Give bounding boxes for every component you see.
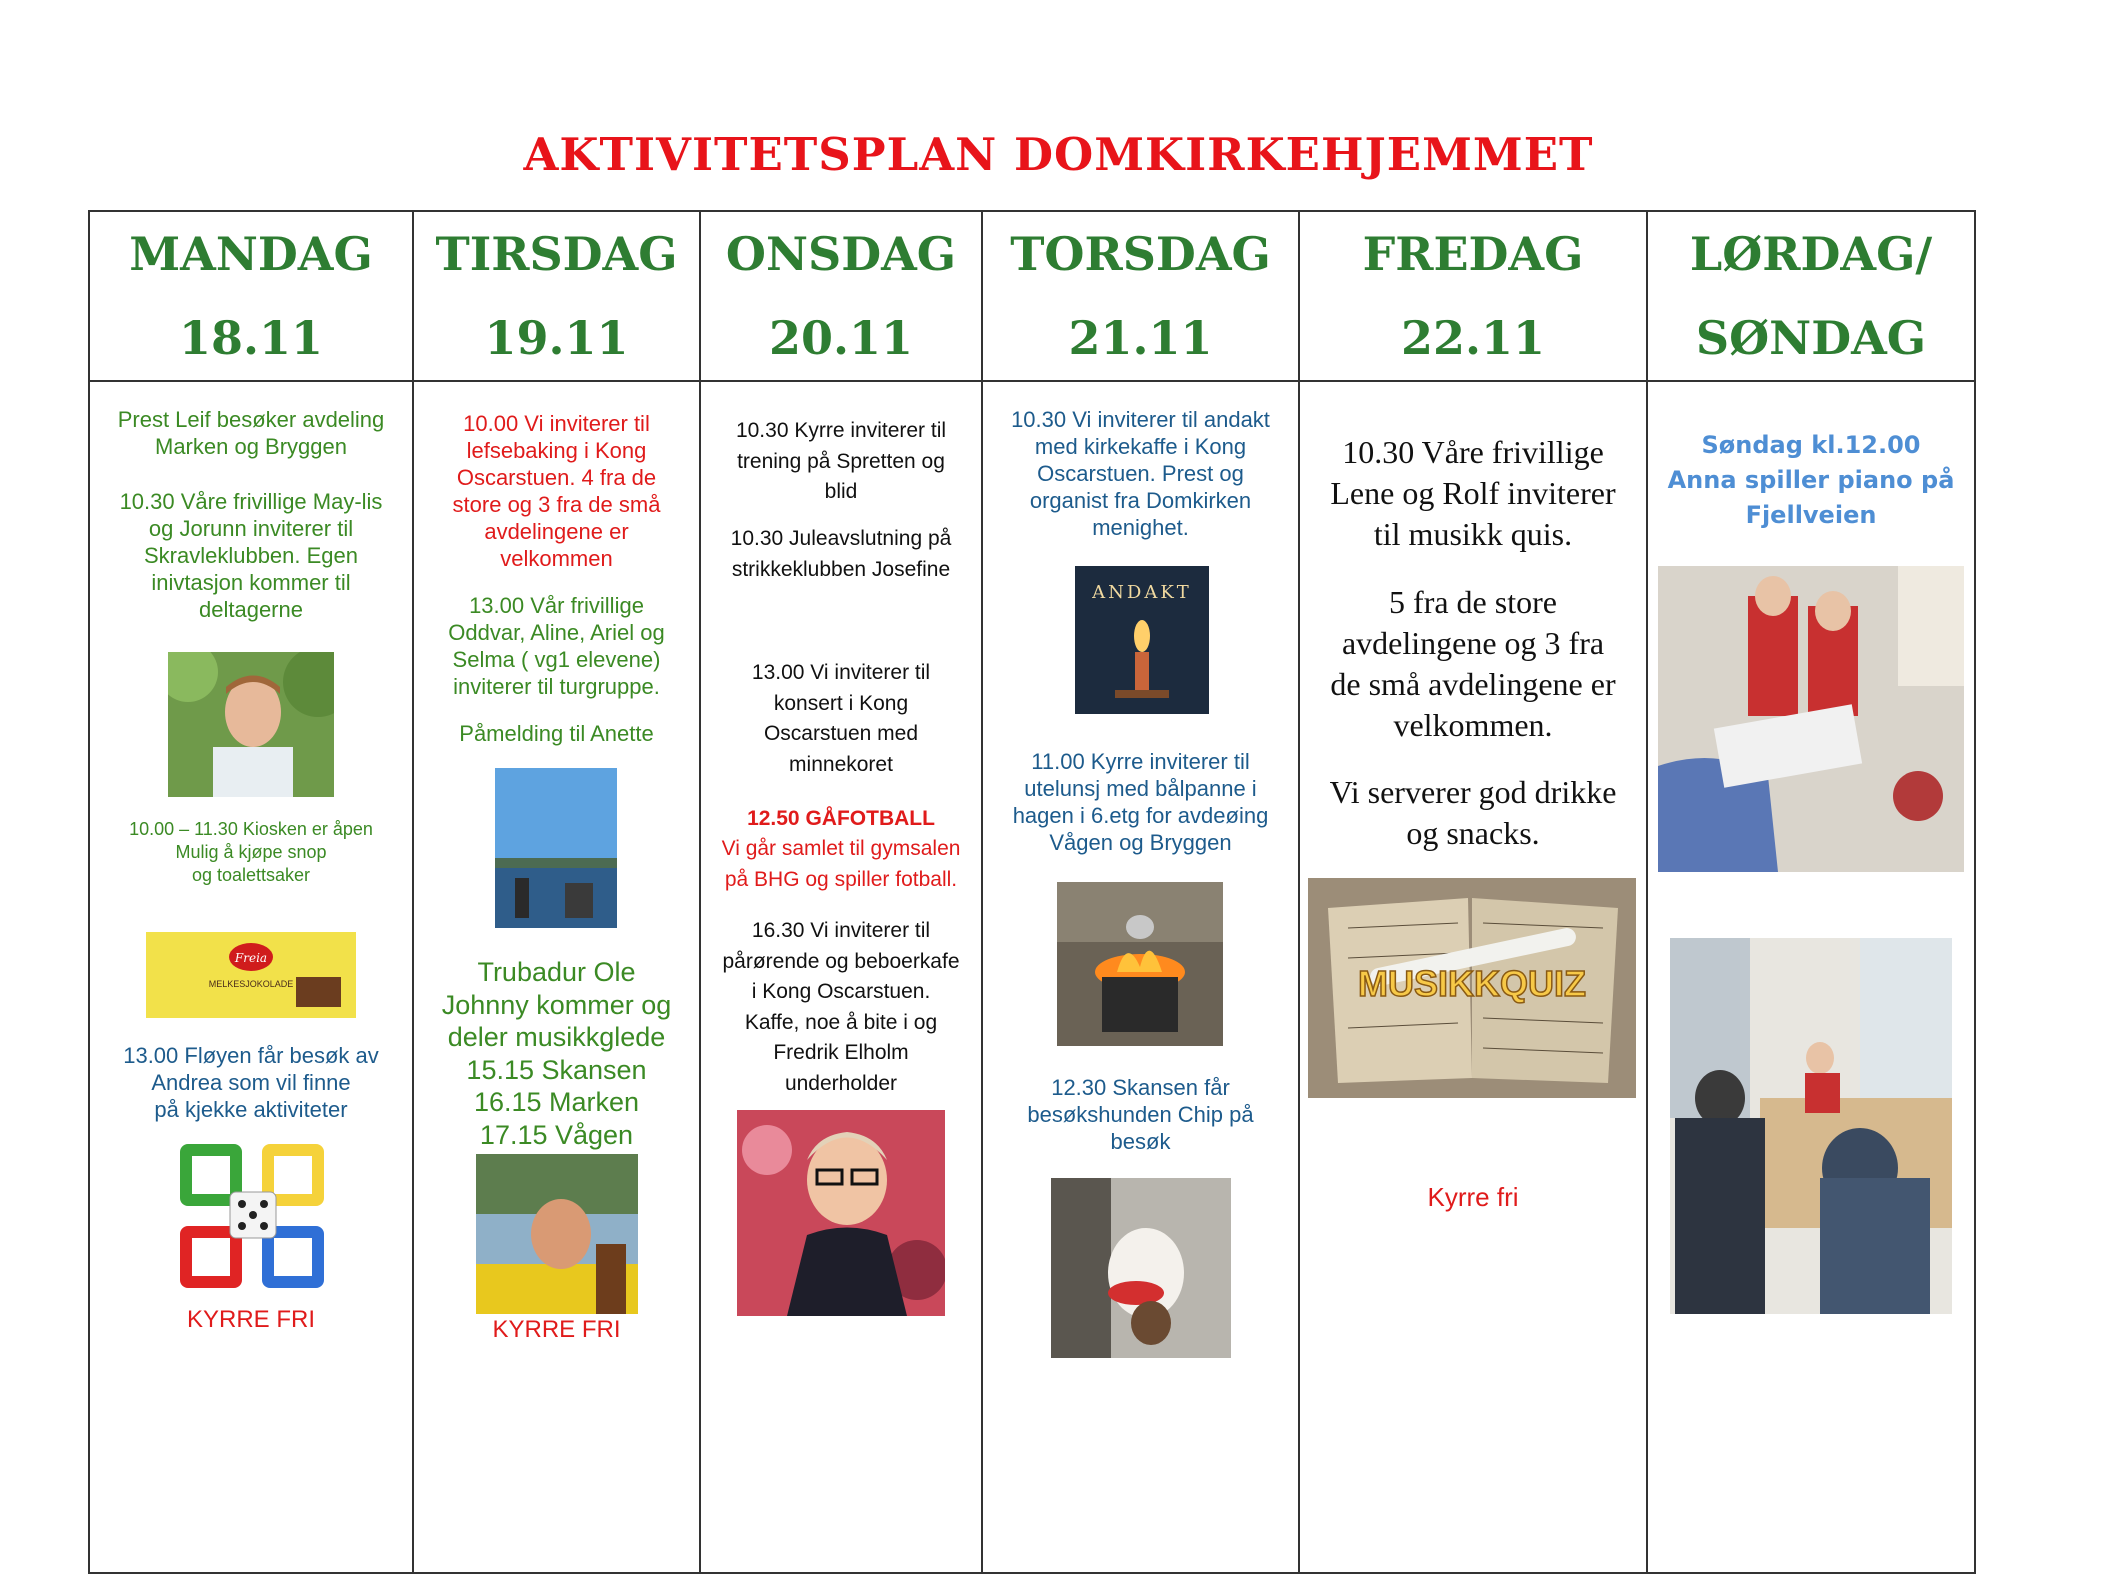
day-date: 20.11 <box>768 311 914 365</box>
tuesday-troubadour: Trubadur Ole Johnny kommer og deler musikkglede 15.15 Skansen 16.15 Marken 17.15 Vågen <box>441 957 672 1150</box>
wednesday-training: 10.30 Kyrre inviterer til trening på Spretten og blid <box>735 419 947 503</box>
day-header-monday <box>89 211 413 381</box>
chocolate-brand: Freia <box>234 951 268 965</box>
thursday-outdoor-lunch: 11.00 Kyrre inviterer til utelunsj med bålpanne i hagen i 6.etg for avdeøing Vågen og Bryggen <box>1012 749 1269 855</box>
wednesday-cell <box>700 381 982 1573</box>
music-quiz-label: MUSIKKQUIZ <box>1358 963 1586 1004</box>
activities-row <box>89 381 1975 1573</box>
friday-music-quiz: 10.30 Våre frivillige Lene og Rolf inviterer til musikk quis. <box>1330 434 1616 552</box>
tuesday-cell <box>413 381 700 1573</box>
day-date: 22.11 <box>1400 311 1546 365</box>
board-game-photo <box>1670 938 1952 1314</box>
tuesday-walking-group: 13.00 Vår frivillige Oddvar, Aline, Ariel og Selma ( vg1 elevene) inviterer til turgruppe. <box>448 593 665 699</box>
monday-cell <box>89 381 413 1573</box>
monday-kyrre-fri: KYRRE FRI <box>186 1306 315 1333</box>
day-header-thursday <box>982 211 1299 381</box>
day-header-tuesday <box>413 211 700 381</box>
andakt-label: ANDAKT <box>1092 582 1192 603</box>
thursday-visiting-dog: 12.30 Skansen får besøkshunden Chip på besøk <box>1027 1075 1254 1154</box>
ludo-board-image <box>180 1144 324 1288</box>
wednesday-walking-football: Vi går samlet til gymsalen på BHG og spiller fotball. <box>721 837 961 891</box>
monday-chat-club: 10.30 Våre frivillige May-lis og Jorunn inviterer til Skravleklubben. Egen inivtasjon kommer til deltagerne <box>119 489 383 622</box>
page-title: AKTIVITETSPLAN DOMKIRKEHJEMMET <box>523 128 1594 181</box>
thursday-cell <box>982 381 1299 1573</box>
day-name: ONSDAG <box>725 227 957 281</box>
friday-attendance: 5 fra de store avdelingene og 3 fra de små avdelingene er velkommen. <box>1330 584 1616 743</box>
entertainer-photo <box>737 1110 945 1316</box>
header-row <box>89 211 1975 381</box>
wednesday-walking-football-title: 12.50 GÅFOTBALL <box>747 807 935 830</box>
day-date: SØNDAG <box>1695 311 1927 365</box>
day-name: MANDAG <box>129 227 373 281</box>
activity-table <box>88 210 1976 1574</box>
residents-photo <box>1658 566 1964 872</box>
wednesday-knitting-club: 10.30 Juleavslutning på strikkeklubben Josefine <box>730 527 952 581</box>
day-header-weekend <box>1647 211 1975 381</box>
day-name: TORSDAG <box>1010 227 1271 281</box>
priest-photo <box>168 652 334 797</box>
walk-lake-photo <box>495 768 617 928</box>
visiting-dog-photo <box>1051 1178 1231 1358</box>
chocolate-label: MELKESJOKOLADE <box>208 979 294 989</box>
day-name: TIRSDAG <box>435 227 678 281</box>
chocolate-image <box>146 932 356 1018</box>
music-quiz-image <box>1308 878 1636 1098</box>
friday-kyrre-fri: Kyrre fri <box>1427 1182 1519 1212</box>
day-date: 19.11 <box>484 311 629 365</box>
day-date: 18.11 <box>178 311 324 365</box>
andakt-image <box>1075 566 1209 714</box>
monday-floyen: 13.00 Fløyen får besøk av Andrea som vil finne på kjekke aktiviteter <box>123 1043 379 1122</box>
weekend-cell <box>1647 381 1975 1573</box>
day-name: LØRDAG/ <box>1689 227 1933 281</box>
friday-refreshments: Vi serverer god drikke og snacks. <box>1329 774 1617 851</box>
friday-cell <box>1299 381 1647 1573</box>
weekend-piano: Søndag kl.12.00 Anna spiller piano på Fjellveien <box>1667 431 1955 529</box>
thursday-devotion: 10.30 Vi inviterer til andakt med kirkekaffe i Kong Oscarstuen. Prest og organist fra Domkirken menighet. <box>1011 407 1270 540</box>
tuesday-lefse-baking: 10.00 Vi inviterer til lefsebaking i Kong Oscarstuen. 4 fra de store og 3 fra de små avdelingene er velkommen <box>452 411 661 571</box>
day-header-wednesday <box>700 211 982 381</box>
tuesday-signup: Påmelding til Anette <box>459 721 654 746</box>
troubadour-photo <box>476 1154 638 1314</box>
day-date: 21.11 <box>1068 311 1213 365</box>
wednesday-family-cafe: 16.30 Vi inviterer til pårørende og beboerkafe i Kong Oscarstuen. Kaffe, noe å bite i og Fredrik Elholm underholder <box>722 919 960 1095</box>
monday-kiosk: 10.00 – 11.30 Kiosken er åpen Mulig å kjøpe snop og toalettsaker <box>129 819 373 885</box>
fire-pan-photo <box>1057 882 1223 1046</box>
wednesday-concert: 13.00 Vi inviterer til konsert i Kong Oscarstuen med minnekoret <box>751 661 931 776</box>
day-header-friday <box>1299 211 1647 381</box>
monday-priest-visit: Prest Leif besøker avdeling Marken og Bryggen <box>117 407 385 459</box>
tuesday-kyrre-fri: KYRRE FRI <box>492 1316 621 1343</box>
day-name: FREDAG <box>1362 227 1584 281</box>
